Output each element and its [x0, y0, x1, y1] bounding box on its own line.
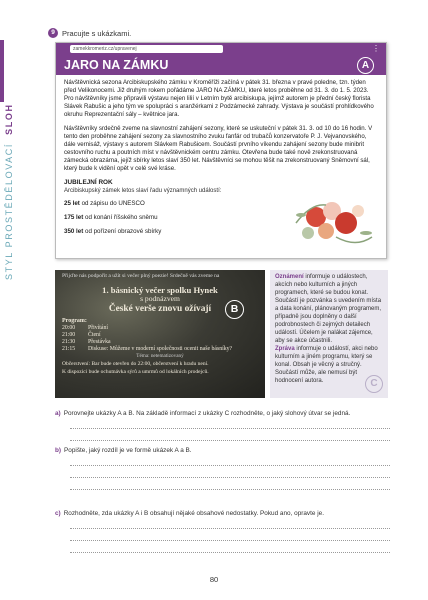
task-number-badge: 9 [48, 28, 58, 38]
program-item: 21:00 Čtení [62, 332, 101, 338]
jubilee-item: 175 let od konání říšského sněmu [64, 214, 158, 221]
info-term-zprava: Zpráva [275, 346, 295, 352]
answer-line[interactable] [70, 465, 390, 466]
poster-sample-b [55, 270, 265, 398]
browser-menu-icon[interactable]: ⋮ [372, 44, 380, 53]
question-text: Popište, jaký rozdíl je ve formě ukázek A a B. [64, 447, 192, 454]
jubilee-subtitle: Arcibiskupský zámek letos slaví řadu významných událostí: [64, 188, 222, 194]
question-b [55, 447, 192, 454]
sample-c-badge: C [365, 375, 383, 393]
poster-footer-tasting: K dispozici bude ochutnávka sýrů a umrmů od lokálních prodejců. [62, 369, 209, 375]
jubilee-item: 25 let od zápisu do UNESCO [64, 200, 145, 207]
browser-toolbar [56, 43, 386, 55]
question-text: Rozhodněte, zda ukázky A i B obsahují nějaké obsahové nedostatky. Pokud ano, opravte je. [63, 510, 324, 517]
sidebar-section-label [4, 40, 24, 280]
jubilee-item: 350 let od pořízení obrazové sbírky [64, 228, 162, 235]
question-c [55, 510, 324, 517]
answer-line[interactable] [70, 428, 390, 429]
question-label: c) [55, 510, 61, 517]
web-paragraph-1: Návštěvnická sezona Arcibiskupského zámku v Kroměříži začíná v pátek 31. března v pravé poledne, tzn. týden před Velikonocemi. Již druhým rokem pořádáme JARO NA ZÁMKU, které letos proběhne od 31. 3. do 1. 5. 2023. Pro návštěvníky jsme připravili výstavu nejen lilií v Letním bytě arcibiskupa, jejímž autorem je přední český florista Slávek Rabušic a jeho tým ve spolupráci s aranžérkami z Podzámecké zahrady. Výstava je součástí prohlídkového okruhu Reprezentační sály – květnice jara. [64, 79, 374, 118]
answer-line[interactable] [70, 540, 390, 541]
poster-subtitle-label: s podnázvem [140, 294, 180, 303]
info-box-sample-c [270, 270, 388, 398]
poster-footer-refreshments: Občerstvení: Bar bude otevřen do 22:00, občerstvení k hradu není. [62, 361, 209, 367]
question-text: Porovnejte ukázky A a B. Na základě informací z ukázky C rozhodněte, o jaký slohový útvar se jedná. [63, 410, 351, 417]
answer-line[interactable] [70, 489, 390, 490]
task-heading [48, 28, 131, 38]
browser-url-field[interactable]: zamekkromeriz.cz/upravenej [70, 45, 223, 53]
flower-bouquet-illustration [286, 193, 376, 255]
info-term-oznameni: Oznámení [275, 274, 304, 280]
web-page-title [56, 55, 386, 75]
question-label: a) [55, 410, 61, 417]
answer-line[interactable] [70, 552, 390, 553]
web-title-text: JARO NA ZÁMKU [64, 58, 169, 72]
answer-line[interactable] [70, 528, 390, 529]
sidebar-label-sloh: SLOH [4, 103, 14, 135]
program-item: 20:00 Přivítání [62, 325, 108, 331]
question-a [55, 410, 350, 417]
program-label: Program: [62, 318, 87, 324]
poster-subtitle: České verše znovu ožívají [108, 304, 212, 314]
page-number: 80 [209, 575, 219, 584]
answer-line[interactable] [70, 477, 390, 478]
sample-b-badge: B [225, 300, 244, 319]
sample-a-badge: A [357, 57, 374, 74]
info-text-zprava: informuje o událostí, akci nebo kulturním a jiném programu, který se konal. Obsah je věcný a stručný. Součástí může, ale nemusí být hodnocení autora. [275, 346, 378, 384]
web-sample-a [55, 42, 387, 259]
program-item: 21:15 Diskuse: Můžeme v moderní společnosti ocenit naše básníky? [62, 346, 233, 352]
poster-content [55, 270, 265, 398]
task-instruction: Pracujte s ukázkami. [62, 28, 132, 38]
sidebar [0, 0, 34, 600]
jubilee-title: JUBILEJNÍ ROK [64, 179, 113, 186]
info-text-oznameni: informuje o událostech, akcích nebo kulturních a jiných programech, které se budou konat. Součástí je pozvánka s uvedením místa a data konání, plánovaným programem, případně jsou doplněny o další podrobnostech či zejmých detailech událostí. Účelem je nalákat zájemce, aby se akce účastnili. [275, 274, 382, 344]
question-label: b) [55, 447, 62, 454]
program-note: Téma: netematizovaný [136, 353, 184, 359]
sidebar-label-style: STYL PROSTĚDĚLOVACÍ [4, 143, 14, 280]
answer-lines-c[interactable] [70, 528, 390, 564]
poster-intro: Přijďte nás podpořit a užít si večer plný poezie! Srdečně vás zveme na [62, 273, 220, 279]
answer-line[interactable] [70, 440, 390, 441]
program-item: 21:30 Přestávka [62, 339, 111, 345]
web-paragraph-2: Návštěvníky srdečně zveme na slavnostní zahájení sezony, které se uskuteční v pátek 31. 3. od 10 do 16 hodin. V tento den proběhne zahájení sezony za slavnostního zvuku fanfár od trubačů konzervatoře P. J. Vejvanovského, dále vernisáž, výstavy s autorem Slávkem Rabušicem. Součástí prvního víkendu zahájení sezony bude minibrit cestovního ruchu a poutních míst v návštěvnickém centru zámku. Otevřena bude také nově zrekonstruovaná zámecká obrazárna, jejíž sbírky letos slaví 350 let. Návštěvníci se mohou těšit na zrekonstruovaný Sněmovní sál, který bude k vidění opět v celé své kráse. [64, 125, 373, 172]
poster-title: 1. básnický večer spolku Hynek [102, 285, 218, 295]
answer-lines-b[interactable] [70, 465, 390, 501]
